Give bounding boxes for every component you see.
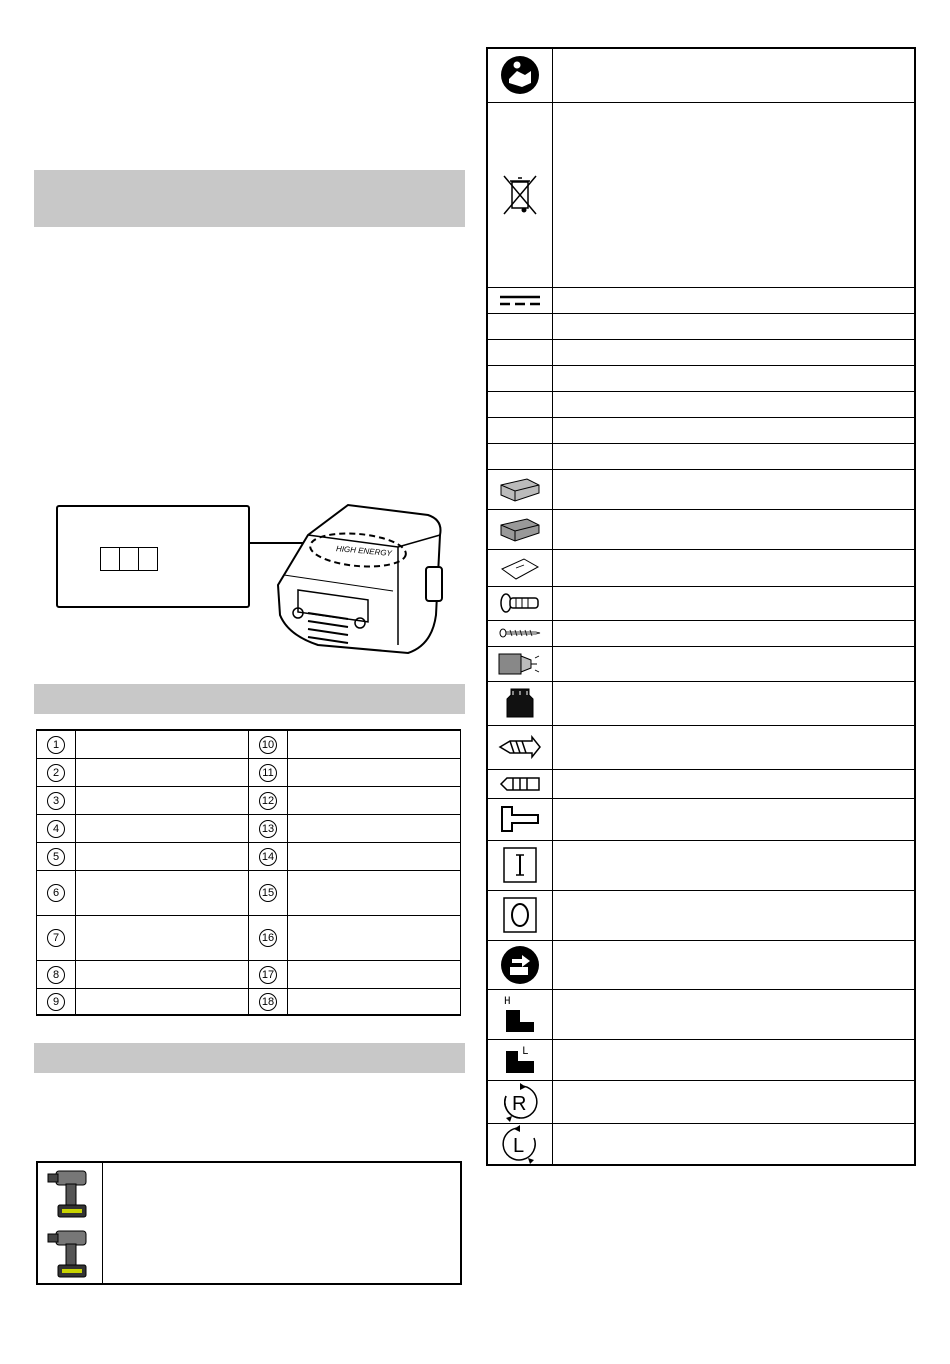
part-description bbox=[288, 915, 461, 960]
table-row bbox=[37, 915, 461, 960]
part-description bbox=[288, 786, 461, 814]
blank-symbol-cell bbox=[487, 417, 553, 443]
part-description bbox=[76, 960, 249, 988]
part-number: 12 bbox=[259, 792, 277, 810]
table-row bbox=[487, 549, 915, 586]
part-description bbox=[76, 842, 249, 870]
power-on-icon bbox=[501, 845, 539, 885]
symbol-description bbox=[553, 391, 916, 417]
bolt-icon bbox=[498, 592, 542, 614]
instruction-manual-icon bbox=[498, 555, 542, 581]
table-row bbox=[37, 870, 461, 915]
part-number: 15 bbox=[259, 884, 277, 902]
table-row bbox=[37, 786, 461, 814]
label-cell bbox=[138, 547, 158, 571]
symbol-description bbox=[553, 681, 916, 725]
symbol-description bbox=[553, 287, 916, 313]
part-description bbox=[76, 870, 249, 915]
table-row bbox=[487, 313, 915, 339]
table-row bbox=[487, 1123, 915, 1165]
clutch-sleeve-icon bbox=[503, 685, 537, 721]
table-row bbox=[487, 339, 915, 365]
table-row bbox=[487, 989, 915, 1039]
table-row bbox=[487, 1039, 915, 1080]
symbol-description bbox=[553, 102, 916, 287]
table-row bbox=[487, 890, 915, 940]
part-number: 10 bbox=[259, 736, 277, 754]
blank-symbol-cell bbox=[487, 339, 553, 365]
label-callout-box bbox=[56, 505, 250, 608]
symbol-description bbox=[553, 365, 916, 391]
drill-icon bbox=[44, 1167, 96, 1221]
svg-text:R: R bbox=[512, 1092, 527, 1115]
symbol-description bbox=[553, 769, 916, 798]
drill-icon bbox=[44, 1227, 96, 1281]
table-row bbox=[37, 758, 461, 786]
part-number: 16 bbox=[259, 929, 277, 947]
part-number: 9 bbox=[47, 993, 65, 1011]
part-number: 11 bbox=[259, 764, 277, 782]
table-row bbox=[487, 586, 915, 620]
crossed-out-wheelie-bin-icon bbox=[500, 172, 540, 218]
blank-symbol-cell bbox=[487, 365, 553, 391]
symbol-description bbox=[553, 48, 916, 102]
read-manual-icon bbox=[500, 55, 540, 95]
svg-text:L: L bbox=[513, 1134, 525, 1157]
part-number: 17 bbox=[259, 966, 277, 984]
label-cell bbox=[100, 547, 120, 571]
part-number: 4 bbox=[47, 820, 65, 838]
part-number: 2 bbox=[47, 764, 65, 782]
battery-pack-icon bbox=[497, 515, 543, 543]
table-row bbox=[37, 730, 461, 758]
table-row bbox=[37, 960, 461, 988]
low-speed-icon bbox=[500, 1043, 540, 1077]
table-row bbox=[487, 365, 915, 391]
table-row bbox=[487, 102, 915, 287]
part-number: 3 bbox=[47, 792, 65, 810]
table-row bbox=[487, 287, 915, 313]
svg-text:L: L bbox=[522, 1045, 529, 1058]
symbol-description bbox=[553, 1080, 916, 1123]
table-row bbox=[487, 509, 915, 549]
part-number: 6 bbox=[47, 884, 65, 902]
table-row bbox=[487, 769, 915, 798]
part-description bbox=[288, 870, 461, 915]
table-row bbox=[487, 469, 915, 509]
part-description bbox=[76, 814, 249, 842]
hammer-icon bbox=[498, 803, 542, 835]
section-header-bar bbox=[34, 170, 465, 227]
symbol-description bbox=[553, 940, 916, 989]
power-off-icon bbox=[501, 895, 539, 935]
part-description bbox=[288, 988, 461, 1015]
table-row bbox=[487, 798, 915, 840]
table-row bbox=[487, 443, 915, 469]
table-row bbox=[37, 842, 461, 870]
part-number: 13 bbox=[259, 820, 277, 838]
symbol-description bbox=[553, 1039, 916, 1080]
symbol-description bbox=[553, 646, 916, 681]
symbol-description bbox=[553, 469, 916, 509]
part-number: 14 bbox=[259, 848, 277, 866]
battery-pack-illustration bbox=[248, 495, 448, 660]
part-description bbox=[76, 758, 249, 786]
high-speed-icon bbox=[500, 992, 540, 1036]
wood-screw-icon bbox=[498, 627, 542, 639]
symbol-description bbox=[553, 725, 916, 769]
label-cell bbox=[119, 547, 139, 571]
part-description bbox=[76, 786, 249, 814]
symbol-description bbox=[553, 509, 916, 549]
symbol-description bbox=[553, 586, 916, 620]
part-description bbox=[288, 960, 461, 988]
drill-models-box bbox=[36, 1161, 462, 1285]
table-row bbox=[487, 48, 915, 102]
table-row bbox=[37, 988, 461, 1015]
battery-pack-icon bbox=[497, 475, 543, 503]
table-row bbox=[487, 840, 915, 890]
drill-bit-icon bbox=[496, 733, 544, 761]
symbol-description bbox=[553, 339, 916, 365]
part-description bbox=[76, 730, 249, 758]
parts-section-header-bar bbox=[34, 684, 465, 714]
part-description bbox=[288, 730, 461, 758]
table-row bbox=[37, 814, 461, 842]
symbol-description bbox=[553, 620, 916, 646]
table-row bbox=[487, 417, 915, 443]
table-row bbox=[487, 725, 915, 769]
symbol-description bbox=[553, 1123, 916, 1165]
part-number: 8 bbox=[47, 966, 65, 984]
rotation-right-icon bbox=[500, 1082, 540, 1122]
symbol-description bbox=[553, 840, 916, 890]
direct-current-icon bbox=[498, 293, 542, 307]
remove-battery-icon bbox=[500, 945, 540, 985]
part-number: 1 bbox=[47, 736, 65, 754]
part-number: 7 bbox=[47, 929, 65, 947]
symbol-description bbox=[553, 549, 916, 586]
table-row bbox=[487, 681, 915, 725]
table-row bbox=[487, 1080, 915, 1123]
table-row bbox=[487, 646, 915, 681]
symbol-legend-table bbox=[486, 47, 916, 1166]
symbol-description bbox=[553, 313, 916, 339]
section-header-bar-2 bbox=[34, 1043, 465, 1073]
part-number: 5 bbox=[47, 848, 65, 866]
battery-marking-text: HIGH ENERGY bbox=[335, 544, 393, 558]
masonry-bit-icon bbox=[497, 775, 543, 793]
table-row bbox=[487, 620, 915, 646]
part-description bbox=[76, 988, 249, 1015]
part-description bbox=[288, 814, 461, 842]
symbol-description bbox=[553, 989, 916, 1039]
symbol-description bbox=[553, 798, 916, 840]
table-row bbox=[487, 391, 915, 417]
symbol-description bbox=[553, 890, 916, 940]
blank-symbol-cell bbox=[487, 443, 553, 469]
parts-list-table bbox=[36, 729, 461, 1016]
part-description bbox=[288, 842, 461, 870]
svg-text:H: H bbox=[504, 996, 511, 1008]
drill-box-divider bbox=[102, 1163, 103, 1283]
rotation-left-icon bbox=[500, 1124, 540, 1164]
blank-symbol-cell bbox=[487, 313, 553, 339]
table-row bbox=[487, 940, 915, 989]
part-description bbox=[76, 915, 249, 960]
symbol-description bbox=[553, 443, 916, 469]
part-number: 18 bbox=[259, 993, 277, 1011]
part-description bbox=[288, 758, 461, 786]
symbol-description bbox=[553, 417, 916, 443]
chuck-icon bbox=[497, 650, 543, 678]
blank-symbol-cell bbox=[487, 391, 553, 417]
